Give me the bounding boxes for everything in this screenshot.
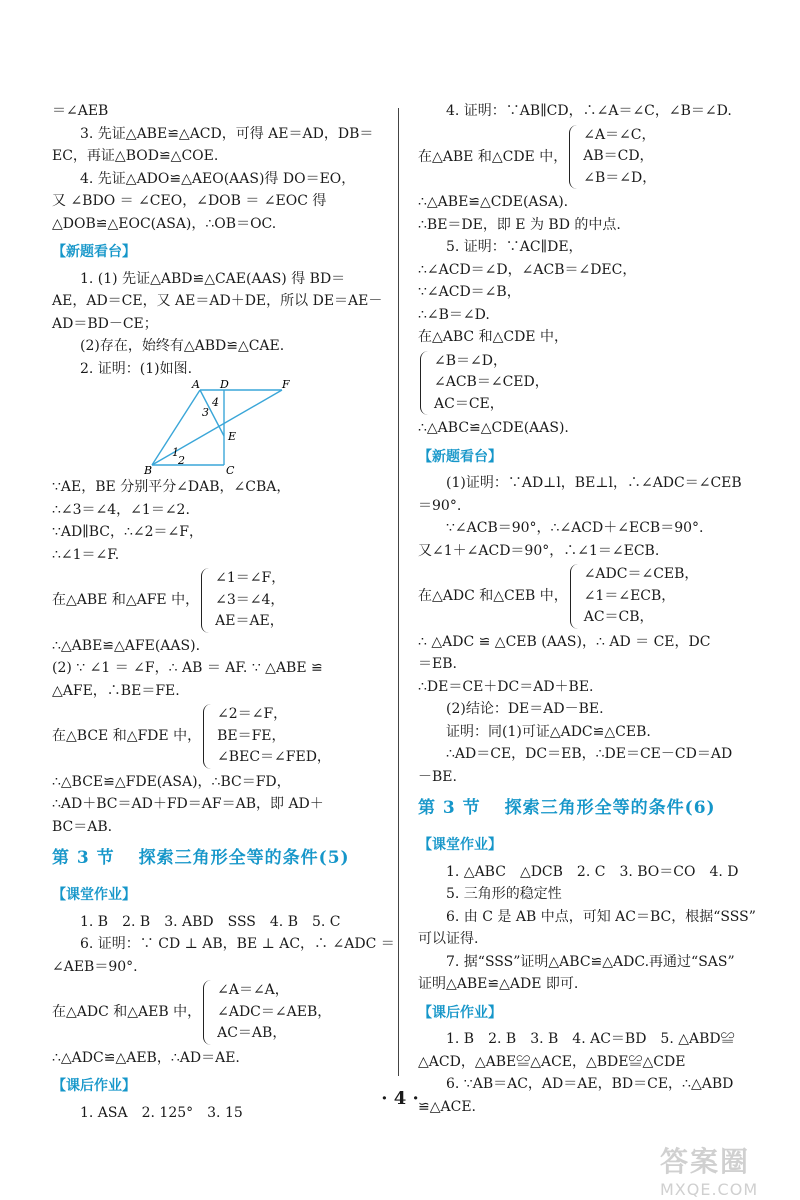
text-line: 3. 先证△ABE≌△ACD，可得 AE＝AD，DB＝ [80, 125, 374, 142]
section-number: 第 3 节 [52, 847, 115, 868]
text-line: ∴△ADC≌△AEB，∴AD＝AE. [52, 1049, 240, 1066]
text-line: 1. ASA 2. 125° 3. 15 [80, 1104, 243, 1121]
label-angle-4: 4 [212, 396, 219, 409]
text-line: ∵AD∥BC，∴∠2＝∠F， [52, 524, 203, 540]
text-line: ∴BE＝DE，即 E 为 BD 的中点. [418, 216, 621, 233]
brace [570, 564, 581, 629]
text-line: 又 ∠BDO ＝ ∠CEO，∠DOB ＝ ∠EOC 得 [52, 193, 327, 209]
text-line: AE，AD＝CE，又 AE＝AD＋DE，所以 DE＝AE－ [52, 293, 383, 309]
watermark-text: 答案圈 [660, 1145, 751, 1178]
label-d: D [220, 380, 229, 391]
section-label: 【课堂作业】 [418, 837, 502, 853]
text-line: ＝EB. [418, 656, 457, 672]
text-line: 1. B 2. B 3. ABD SSS 4. B 5. C [80, 913, 341, 930]
text-line: ∵∠ACD＝∠B， [418, 284, 521, 300]
condition: ∠1＝∠ECB， [583, 587, 676, 604]
text-line: △ACD，△ABE≌△ACE，△BDE≌△CDE [418, 1053, 686, 1070]
label-c: C [226, 464, 235, 476]
condition-group [418, 564, 754, 629]
condition-group [52, 568, 384, 633]
brace [420, 351, 431, 416]
text-line: 6. 证明：∵ CD ⊥ AB，BE ⊥ AC，∴ ∠ADC ＝ [80, 936, 395, 952]
text-line: (2)结论：DE＝AD－BE. [446, 701, 604, 717]
text-line: (1)证明：∵AD⊥l，BE⊥l，∴∠ADC＝∠CEB [446, 475, 742, 491]
brace [201, 568, 212, 633]
condition-lead: 在△BCE 和△FDE 中， [52, 728, 202, 744]
section-heading [52, 838, 384, 878]
text-line: ∴∠B＝∠D. [418, 306, 490, 323]
text-line: ＝90°. [418, 497, 462, 514]
section-label: 【课后作业】 [418, 1004, 502, 1021]
section-label: 【新题看台】 [52, 244, 136, 260]
label-angle-1: 1 [172, 446, 179, 459]
condition-lead: 在△ADC 和△CEB 中， [418, 588, 568, 604]
condition: ∠2＝∠F， [217, 706, 288, 722]
text-line: 6. 由 C 是 AB 中点，可知 AC＝BC，根据“SSS” [446, 908, 756, 925]
condition-group [418, 125, 754, 190]
label-b: B [144, 464, 153, 476]
section-label: 【新题看台】 [418, 448, 502, 465]
section-title: 探索三角形全等的条件(5) [138, 847, 350, 868]
condition-lead: 在△ABE 和△CDE 中， [418, 148, 568, 165]
text-line: 4. 证明：∵AB∥CD，∴∠A＝∠C，∠B＝∠D. [446, 103, 732, 119]
text-line: ＝∠AEB [52, 103, 109, 119]
text-line: 5. 证明：∵AC∥DE， [446, 239, 583, 255]
text-line: ∵AE，BE 分别平分∠DAB，∠CBA， [52, 479, 291, 495]
text-line: AD＝BD－CE； [52, 315, 158, 332]
condition: AC＝AB， [217, 1025, 287, 1041]
text-line: 可以证得. [418, 931, 479, 947]
page-number: · 4 · [381, 1088, 419, 1109]
text-line: ≌△ACE. [418, 1098, 476, 1115]
text-line: ∴∠ACD＝∠D，∠ACB＝∠DEC， [418, 261, 637, 278]
text-line: 2. 证明：(1)如图. [80, 360, 193, 377]
text-line: 5. 三角形的稳定性 [446, 886, 562, 902]
text-line: ∠AEB＝90°. [52, 958, 138, 975]
text-line: 1. △ABC △DCB 2. C 3. BO＝CO 4. D [446, 863, 739, 880]
text-line: ∴△ABC≌△CDE(AAS). [418, 420, 569, 436]
text-line: 证明：同(1)可证△ADC≌△CEB. [446, 723, 651, 740]
condition: ∠ADC＝∠CEB， [583, 566, 699, 582]
text-line: 1. (1) 先证△ABD≌△CAE(AAS) 得 BD＝ [80, 270, 346, 287]
condition: ∠B＝∠D， [583, 169, 657, 186]
text-line: 7. 据“SSS”证明△ABC≌△ADC.再通过“SAS” [446, 953, 735, 970]
text-line: 证明△ABE≌△ADE 即可. [418, 976, 579, 992]
section-label: 【课堂作业】 [52, 887, 136, 903]
text-line: EC，再证△BOD≌△COE. [52, 148, 219, 164]
brace [203, 980, 214, 1045]
label-a: A [192, 380, 200, 391]
text-line: ∴∠3＝∠4，∠1＝∠2. [52, 501, 190, 518]
condition: ∠1＝∠F， [215, 570, 286, 586]
text-line: ∴△ABE≌△CDE(ASA). [418, 194, 569, 210]
text-line: ∴ △ADC ≌ △CEB (AAS)，∴ AD ＝ CE，DC [418, 633, 711, 650]
section-title: 探索三角形全等的条件(6) [504, 797, 716, 818]
condition-group [52, 980, 384, 1045]
text-line: △AFE，∴BE＝FE. [52, 682, 180, 699]
condition: AB＝CD， [583, 148, 654, 164]
brace [569, 125, 580, 190]
text-line: 又∠1＋∠ACD＝90°，∴∠1＝∠ECB. [418, 542, 660, 559]
text-line: 4. 先证△ADO≌△AEO(AAS)得 DO＝EO， [80, 170, 356, 187]
condition: ∠ACB＝∠CED， [434, 374, 549, 390]
text-line: ∴△ABE≌△AFE(AAS). [52, 637, 201, 654]
text-line: (2)存在，始终有△ABD≌△CAE. [80, 338, 285, 354]
section-number: 第 3 节 [418, 797, 481, 818]
text-line: 在△ABC 和△CDE 中， [418, 329, 568, 345]
condition-group [52, 704, 384, 769]
condition: ∠A＝∠C， [583, 126, 656, 143]
text-line: －BE. [418, 768, 457, 785]
condition: ∠BEC＝∠FED， [217, 749, 331, 765]
text-line: △DOB≌△EOC(ASA)，∴OB＝OC. [52, 215, 277, 232]
text-line: 6. ∵AB＝AC，AD＝AE，BD＝CE，∴△ABD [446, 1076, 734, 1092]
left-column [52, 100, 395, 1124]
condition-lead: 在△ADC 和△AEB 中， [52, 1004, 202, 1020]
label-e: E [228, 430, 237, 443]
condition: ∠B＝∠D， [434, 352, 507, 369]
section-label: 【课后作业】 [52, 1078, 136, 1094]
text-line: ∴∠1＝∠F. [52, 546, 120, 563]
text-line: ∵∠ACB＝90°，∴∠ACD＋∠ECB＝90°. [446, 520, 704, 536]
condition: AC＝CB， [583, 609, 654, 625]
text-line: ∴DE＝CE＋DC＝AD＋BE. [418, 678, 594, 695]
condition: AC＝CE， [434, 395, 504, 412]
label-angle-2: 2 [178, 454, 185, 467]
condition-lead: 在△ABE 和△AFE 中， [52, 592, 200, 608]
brace [203, 704, 214, 769]
right-column [418, 100, 754, 1118]
label-angle-3: 3 [202, 406, 209, 419]
text-line: ∴△BCE≌△FDE(ASA)，∴BC＝FD， [52, 773, 291, 790]
condition: BE＝FE， [217, 727, 286, 744]
condition: ∠A＝∠A， [217, 982, 289, 998]
text-line: (2) ∵ ∠1 ＝ ∠F，∴ AB ＝ AF. ∵ △ABE ≌ [52, 660, 323, 676]
condition: ∠ADC＝∠AEB， [217, 1003, 332, 1020]
label-f: F [282, 380, 290, 391]
text-line: 1. B 2. B 3. B 4. AC＝BD 5. △ABD≌ [446, 1031, 735, 1047]
condition: AE＝AE， [215, 613, 284, 629]
section-heading [418, 788, 754, 828]
watermark-logo [660, 1140, 780, 1199]
text-line: BC＝AB. [52, 818, 113, 835]
text-line: ∴AD＋BC＝AD＋FD＝AF＝AB，即 AD＋ [52, 796, 324, 812]
watermark-url: MXQE.COM [660, 1180, 759, 1199]
column-divider [398, 108, 399, 1076]
condition-group [418, 351, 754, 416]
text-line: ∴AD＝CE，DC＝EB，∴DE＝CE－CD＝AD [446, 746, 733, 762]
condition: ∠3＝∠4， [215, 591, 285, 608]
geometry-figure [142, 380, 342, 476]
